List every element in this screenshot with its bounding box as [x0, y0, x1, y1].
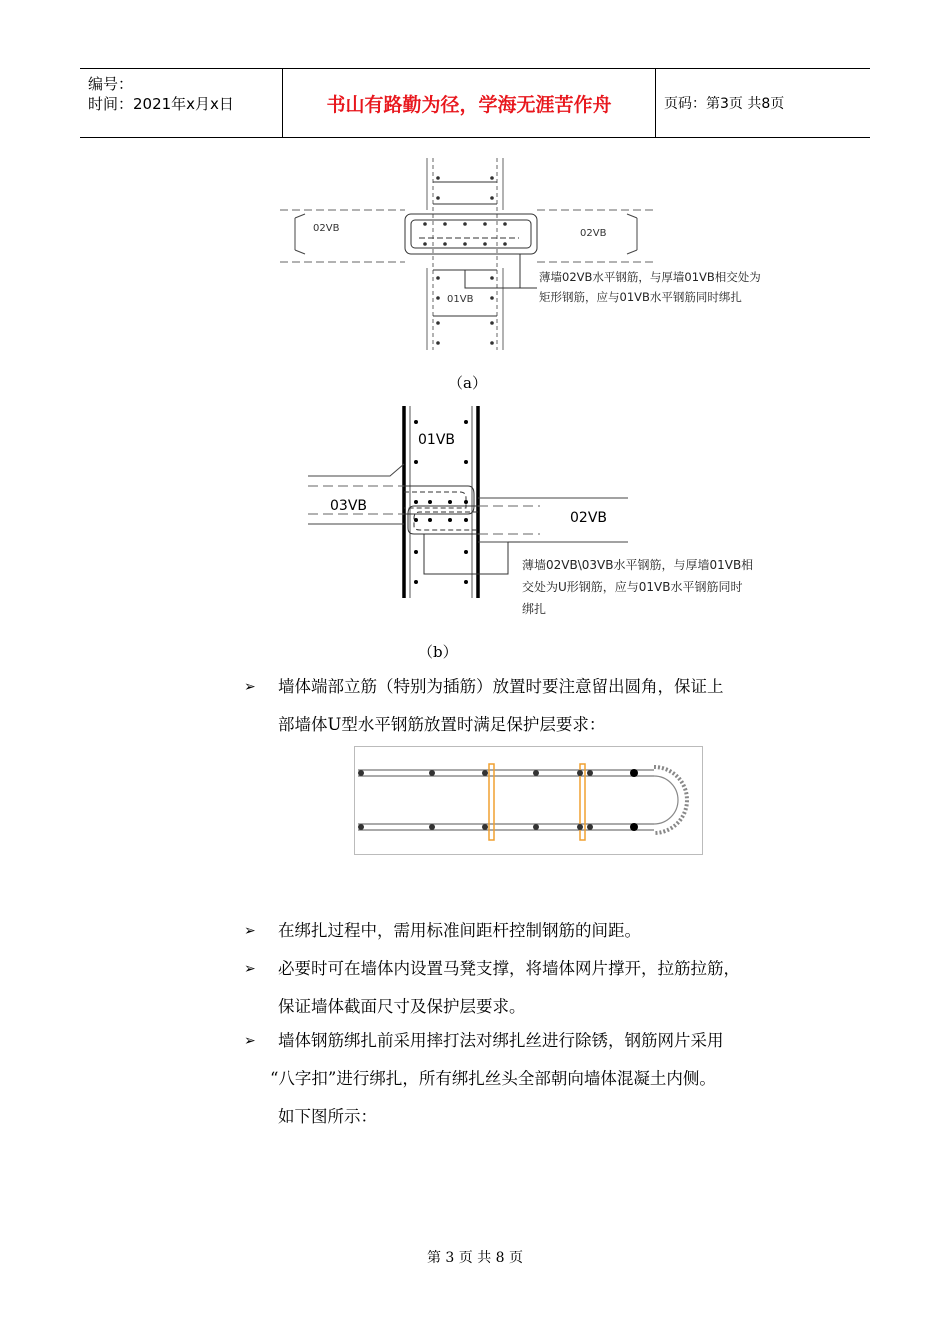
figure-b-caption: （b） — [418, 643, 458, 661]
header-meta-cell — [80, 69, 283, 137]
fig-b-note-line3: 绑扎 — [522, 602, 547, 616]
paragraph-4-line-3: 如下图所示： — [278, 1107, 377, 1126]
header-motto: 书山有路勤为径，学海无涯苦作舟 — [283, 69, 656, 137]
fig-b-label-right: 02VB — [570, 510, 607, 526]
paragraph-2-line-1: 在绑扎过程中，需用标准间距杆控制钢筋的间距。 — [278, 921, 641, 940]
bullet-icon: ➢ — [244, 1033, 256, 1049]
figure-b-diagram — [300, 402, 790, 622]
number-label: 编号： — [88, 75, 134, 93]
rebar-u-bar-diagram — [354, 746, 706, 856]
paragraph-4-line-2: “八字扣”进行绑扎，所有绑扎丝头全部朝向墙体混凝土内侧。 — [270, 1069, 716, 1088]
fig-a-note-line1: 薄墙02VB水平钢筋，与厚墙01VB相交处为 — [539, 270, 761, 284]
bullet-icon: ➢ — [244, 679, 256, 695]
fig-b-note-line1: 薄墙02VB\03VB水平钢筋，与厚墙01VB相 — [522, 558, 754, 572]
fig-b-label-left: 03VB — [330, 498, 367, 514]
paragraph-4-line-1: 墙体钢筋绑扎前采用摔打法对绑扎丝进行除锈，钢筋网片采用 — [278, 1031, 724, 1050]
fig-a-note-line2: 矩形钢筋，应与01VB水平钢筋同时绑扎 — [539, 290, 742, 304]
header-table — [80, 68, 870, 138]
figure-a-diagram — [275, 158, 795, 354]
fig-b-label-top: 01VB — [418, 432, 455, 448]
fig-a-label-right: 02VB — [580, 228, 607, 239]
header-page-label: 页码：第3页 共8页 — [664, 96, 785, 112]
figure-a-caption: （a） — [448, 374, 487, 392]
fig-a-label-bottom: 01VB — [447, 294, 474, 305]
date-label: 时间：2021年x月x日 — [88, 95, 234, 113]
page-footer: 第 3 页 共 8 页 — [426, 1250, 524, 1266]
paragraph-3-line-2: 保证墙体截面尺寸及保护层要求。 — [278, 997, 526, 1016]
bullet-icon: ➢ — [244, 961, 256, 977]
paragraph-3-line-1: 必要时可在墙体内设置马凳支撑，将墙体网片撑开，拉筋拉筋， — [278, 959, 740, 978]
paragraph-1-line-2: 部墙体U型水平钢筋放置时满足保护层要求： — [278, 715, 606, 734]
bullet-icon: ➢ — [244, 923, 256, 939]
fig-b-note-line2: 交处为U形钢筋，应与01VB水平钢筋同时 — [522, 580, 743, 594]
paragraph-1-line-1: 墙体端部立筋（特别为插筋）放置时要注意留出圆角，保证上 — [278, 677, 724, 696]
fig-a-label-left: 02VB — [313, 223, 340, 234]
